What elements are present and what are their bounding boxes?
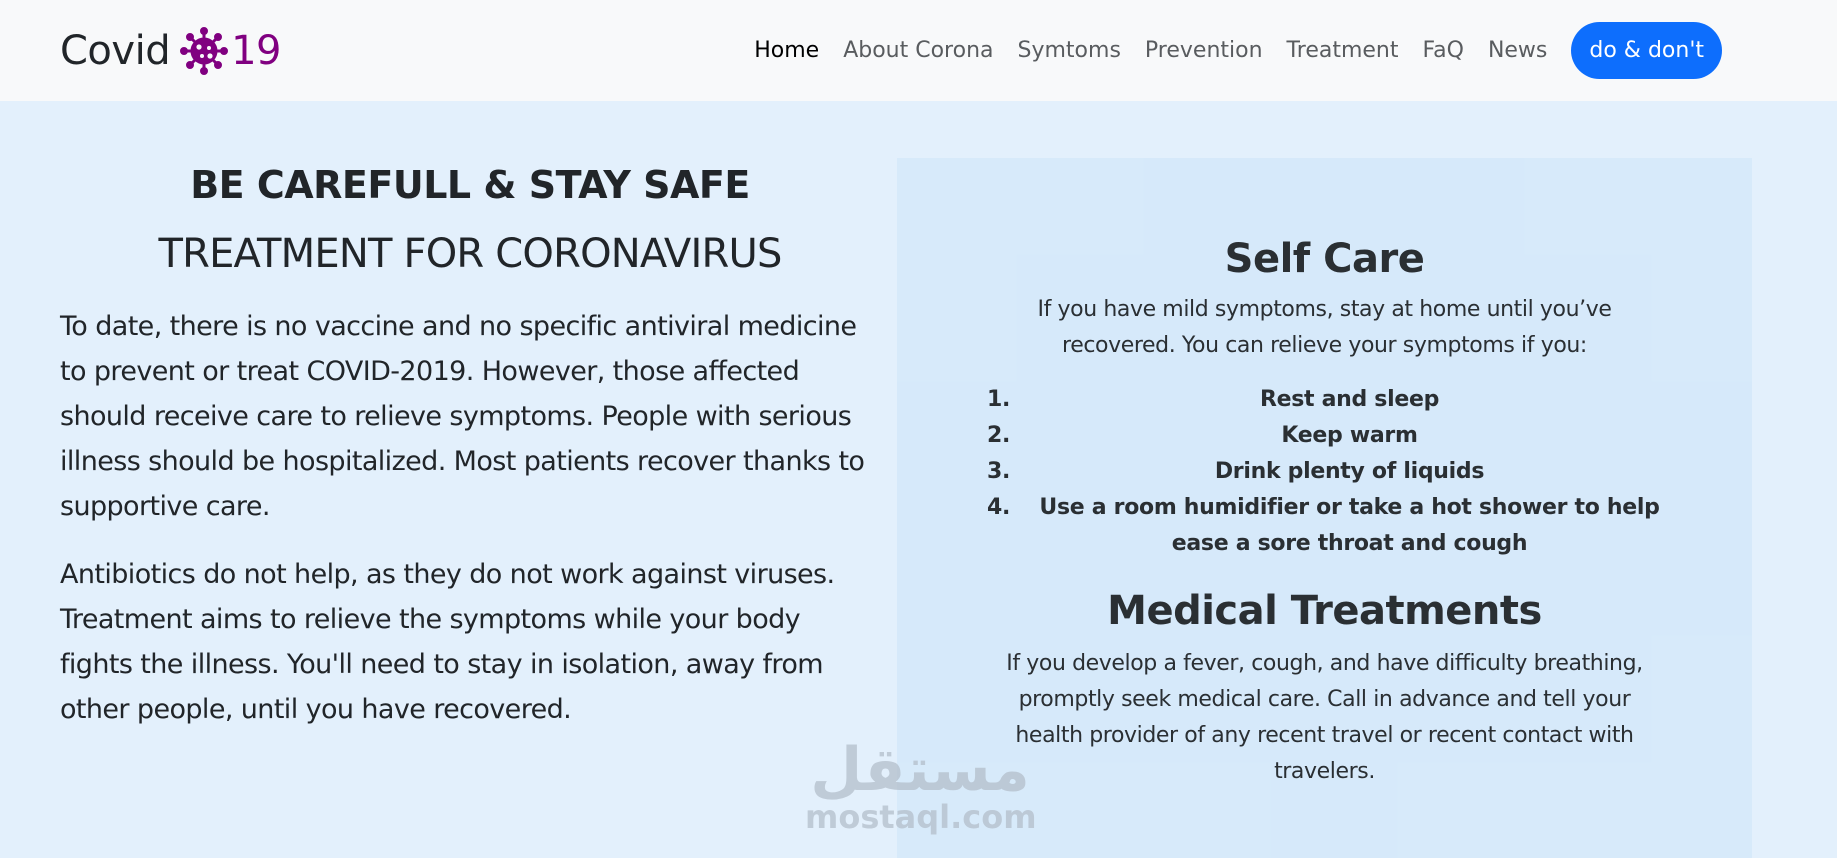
self-care-text: If you have mild symptoms, stay at home until you’ve recovered. You can relieve your symptoms if you: xyxy=(1037,297,1612,358)
nav-link-symptoms[interactable]: Symtoms xyxy=(1017,38,1121,63)
care-panel xyxy=(897,158,1752,858)
step-number: 1. xyxy=(987,387,1011,412)
step-text: Keep warm xyxy=(1281,423,1418,448)
brand-logo[interactable] xyxy=(60,27,281,75)
medical-treatments-text: If you develop a fever, cough, and have difficulty breathing, promptly seek medical care. Call in advance and tell your health provider of any recent travel or recent contact with travelers. xyxy=(1006,651,1643,784)
do-and-dont-button[interactable]: do & don't xyxy=(1571,22,1722,79)
step-text: Rest and sleep xyxy=(1259,387,1440,412)
self-care-steps xyxy=(897,382,1752,562)
step-number: 3. xyxy=(987,459,1011,484)
medical-treatments-title: Medical Treatments xyxy=(1107,588,1542,634)
nav-link-treatment[interactable]: Treatment xyxy=(1286,38,1399,63)
brand-prefix: Covid xyxy=(60,27,171,74)
list-item xyxy=(987,454,1682,490)
list-item xyxy=(987,418,1682,454)
watermark-arabic: مستقل xyxy=(810,735,1030,805)
antibiotics-paragraph: Antibiotics do not help, as they do not work against viruses. Treatment aims to relieve the symptoms while your body fights the illness. You'll need to stay in isolation, away from other people, until you have recovered. xyxy=(60,559,835,725)
nav-link-faq[interactable]: FaQ xyxy=(1422,38,1464,63)
list-item xyxy=(987,382,1682,418)
treatment-intro xyxy=(60,158,880,732)
step-text: Use a room humidifier or take a hot shower to help ease a sore throat and cough xyxy=(1039,495,1660,556)
nav-link-about-corona[interactable]: About Corona xyxy=(843,38,994,63)
virus-icon xyxy=(180,27,228,75)
nav-link-home[interactable]: Home xyxy=(754,38,820,63)
step-number: 4. xyxy=(987,495,1011,520)
brand-number: 19 xyxy=(231,27,281,74)
nav-link-prevention[interactable]: Prevention xyxy=(1144,38,1263,63)
page-heading: BE CAREFULL & STAY SAFE xyxy=(190,163,750,207)
page-subheading: TREATMENT FOR CORONAVIRUS xyxy=(158,231,782,277)
nav-link-news[interactable]: News xyxy=(1487,38,1548,63)
list-item xyxy=(987,490,1682,562)
watermark-latin: mostaql.com xyxy=(805,798,1037,836)
intro-paragraph: To date, there is no vaccine and no specific antiviral medicine to prevent or treat COVID-2019. However, those affected should receive care to relieve symptoms. People with serious illness should be hospitalized. Most patients recover thanks to supportive care. xyxy=(60,311,865,522)
self-care-title: Self Care xyxy=(1224,236,1425,282)
step-number: 2. xyxy=(987,423,1011,448)
nav-menu xyxy=(742,22,1722,79)
step-text: Drink plenty of liquids xyxy=(1214,459,1485,484)
navbar xyxy=(0,0,1837,101)
